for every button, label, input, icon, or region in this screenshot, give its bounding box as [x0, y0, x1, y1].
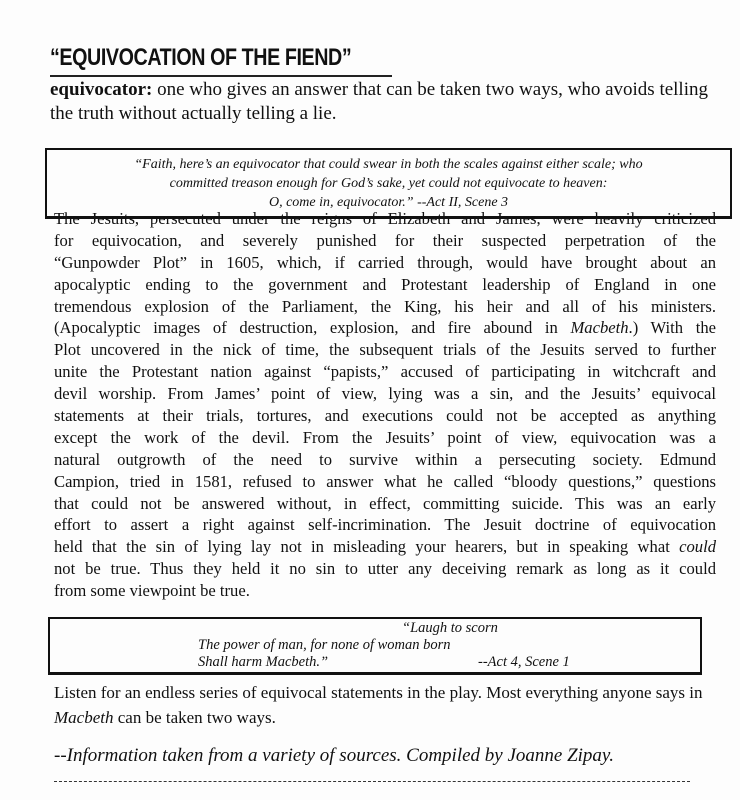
body-line: [54, 536, 716, 558]
text: (Apocalyptic images of destruction, explosion, and fire abound in: [54, 318, 571, 338]
body-line: natural outgrowth of the need to survive within a persecuting society. Edmund: [54, 449, 716, 469]
quote-line: Shall harm Macbeth.”: [198, 654, 329, 670]
body-line: tremendous explosion of the Parliament, the King, his heir and all of his ministers.: [54, 296, 716, 316]
quote-box-act4: [48, 617, 702, 674]
closing-section: [54, 680, 726, 782]
body-line: The Jesuits, persecuted under the reigns of Elizabeth and James, were heavily criticized: [54, 209, 716, 228]
body-line: Plot uncovered in the nick of time, the subsequent trials of the Jesuits served to further: [54, 340, 716, 360]
body-line: for equivocation, and severely punished for their suspected perpetration of the: [54, 230, 716, 250]
body-line: except the work of the devil. From the Jesuits’ point of view, equivocation was a: [54, 427, 716, 447]
body-line: apocalyptic ending to the government and Protestant leadership of England in one: [54, 274, 716, 294]
definition-text: one who gives an answer that can be taken two ways, who avoids telling the truth without actually telling a lie.: [50, 79, 708, 124]
body-line: from some viewpoint be true.: [54, 581, 250, 601]
quote-line: committed treason enough for God’s sake, yet could not equivocate to heaven:: [169, 176, 608, 191]
definition: [50, 78, 730, 126]
body-line: that could not be answered without, in effect, committing suicide. This was an early: [54, 493, 716, 513]
page-title: “EQUIVOCATION OF THE FIEND”: [50, 44, 352, 71]
quote-line: “Laugh to scorn: [402, 620, 498, 636]
play-title: Macbeth: [54, 708, 114, 727]
source-credit: --Information taken from a variety of sources. Compiled by Joanne Zipay.: [54, 745, 615, 766]
body-line: effort to assert a right against self-incrimination. The Jesuit doctrine of equivocation: [54, 515, 716, 535]
quote-line: “Faith, here’s an equivocator that could swear in both the scales against either scale; who: [134, 157, 643, 172]
text: held that the sin of lying lay not in misleading your hearers, but in speaking what: [54, 537, 680, 557]
definition-term: equivocator:: [50, 79, 153, 100]
quote-line: The power of man, for none of woman born: [198, 637, 451, 653]
body-line: unite the Protestant nation against “papists,” accused of participating in witchcraft and: [54, 362, 716, 382]
body-line: devil worship. From James’ point of view, lying was a sin, and the Jesuits’ equivocal: [54, 384, 716, 404]
quote-citation: --Act 4, Scene 1: [478, 654, 570, 670]
play-title: Macbeth: [570, 318, 629, 338]
dashed-divider: [54, 781, 690, 782]
body-line: not be true. Thus they held it no sin to utter any deceiving remark as long as it could: [54, 559, 716, 579]
body-paragraph: [54, 208, 716, 602]
title-underline: [50, 75, 392, 77]
emphasis: could: [679, 537, 716, 557]
body-line: “Gunpowder Plot” in 1605, which, if carried through, would have brought about an: [54, 252, 716, 272]
text: .) With the: [628, 318, 716, 338]
body-line: statements at their trials, tortures, and executions could not be accepted as anything: [54, 406, 716, 426]
quote-line: O, come in, equivocator.” --Act II, Scene 3: [268, 195, 509, 210]
body-line: [54, 317, 716, 339]
closing-paragraph: [54, 680, 726, 730]
text: Listen for an endless series of equivocal statements in the play. Most everything anyone says in: [54, 683, 703, 702]
text: can be taken two ways.: [113, 708, 276, 727]
body-line: Campion, tried in 1581, refused to answer what he called “bloody questions,” questions: [54, 471, 716, 491]
